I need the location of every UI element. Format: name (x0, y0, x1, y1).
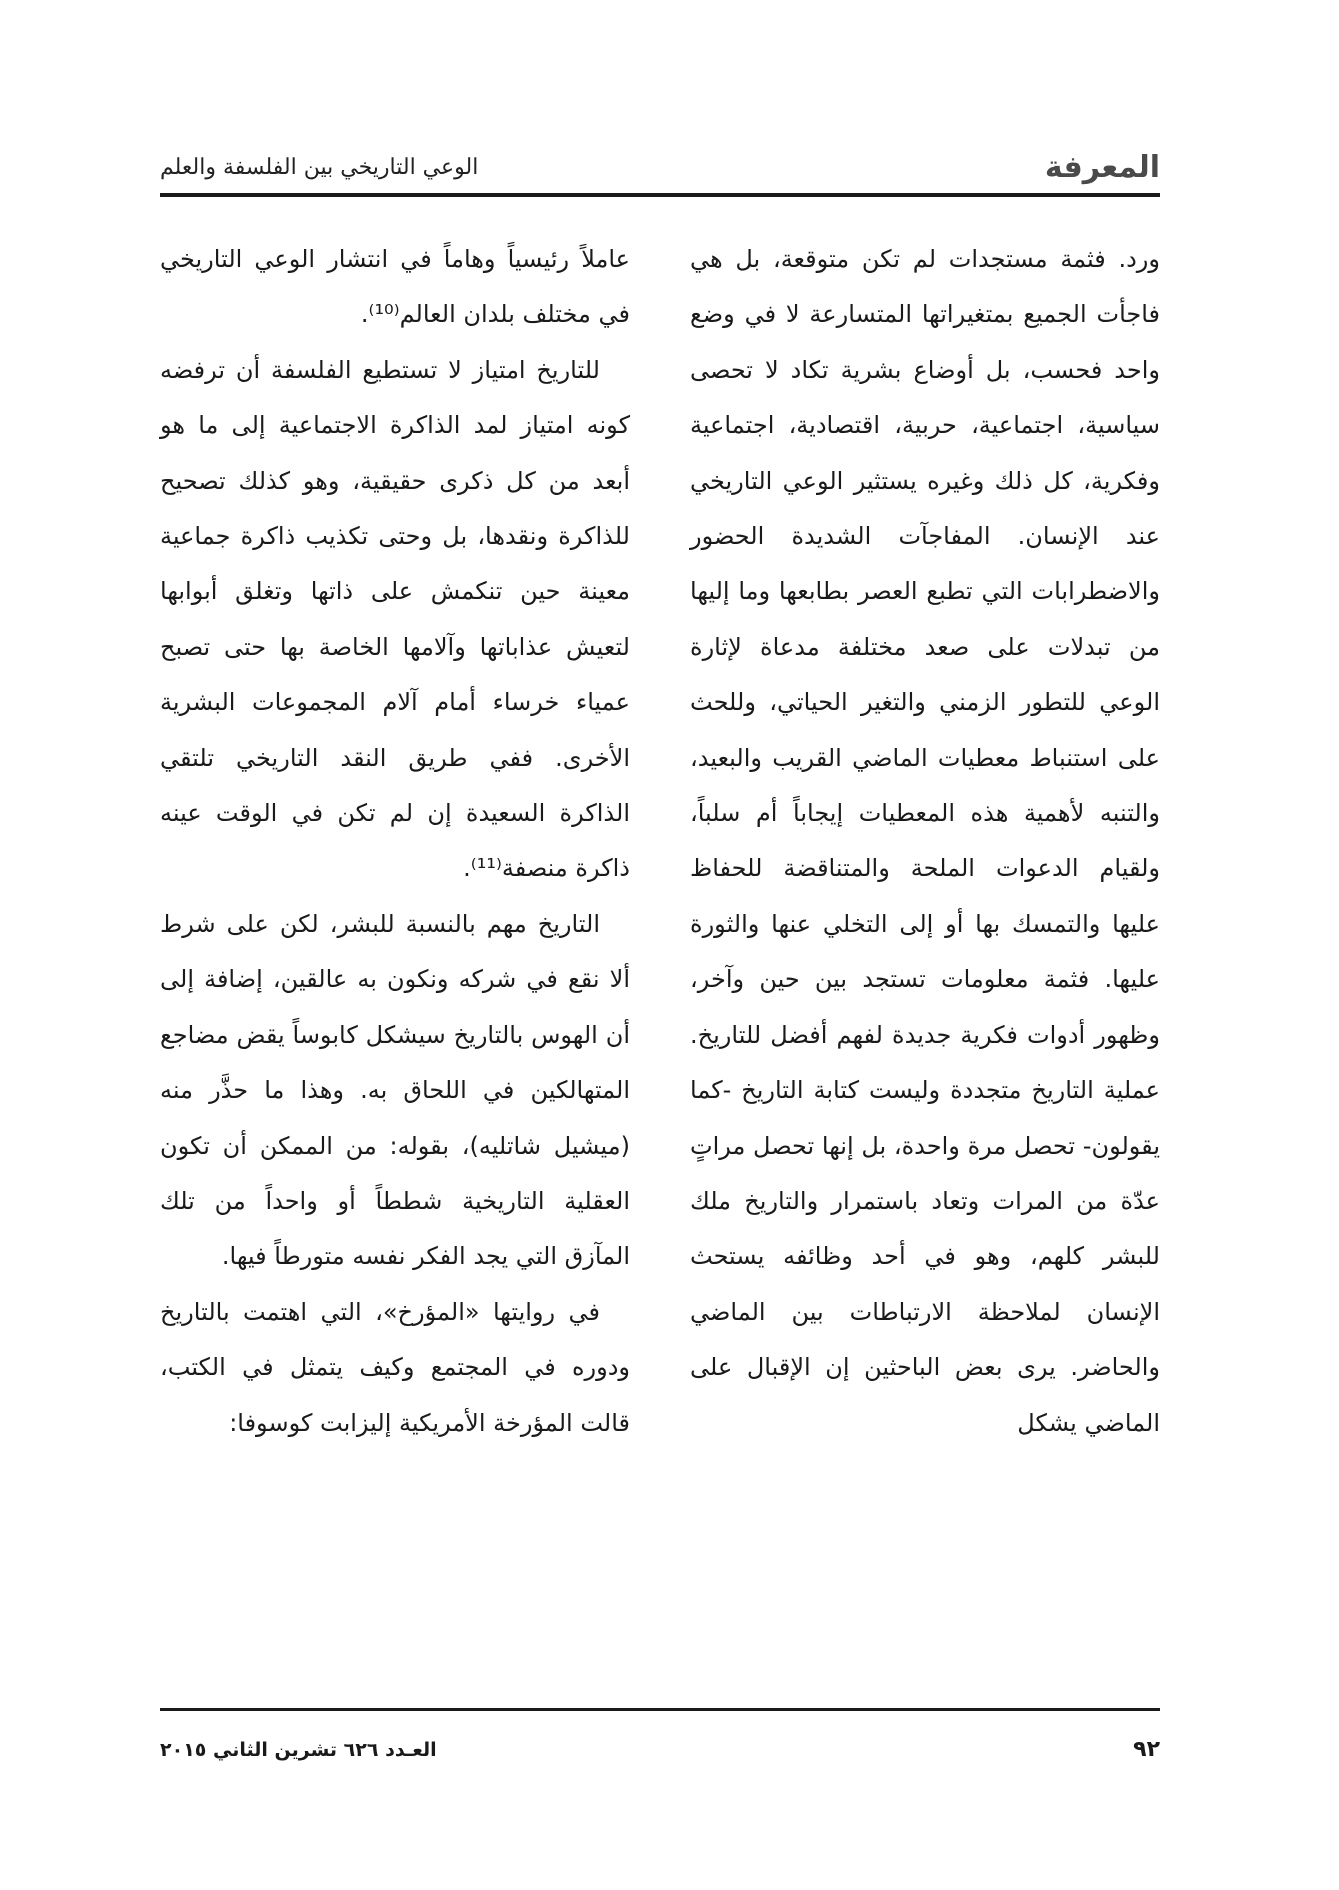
magazine-logo: المعرفة (1044, 150, 1160, 185)
paragraph: ورد. فثمة مستجدات لم تكن متوقعة، بل هي فاجأت الجميع بمتغيراتها المتسارعة لا في وضع واحد فحسب، بل أوضاع بشرية تكاد لا تحصى سياسية، اجتماعية، حربية، اقتصادية، اجتماعية وفكرية، كل ذلك وغيره يستثير الوعي التاريخي عند الإنسان. المفاجآت الشديدة الحضور والاضطرابات التي تطبع العصر بطابعها وما إليها من تبدلات على صعد مختلفة مدعاة لإثارة الوعي للتطور الزمني والتغير الحياتي، وللحث على استنباط معطيات الماضي القريب والبعيد، والتنبه لأهمية هذه المعطيات إيجاباً أم سلباً، ولقيام الدعوات الملحة والمتناقضة للحفاظ عليها والتمسك بها أو إلى التخلي عنها والثورة عليها. فثمة معلومات تستجد بين حين وآخر، وظهور أدوات فكرية جديدة لفهم أفضل للتاريخ. عملية التاريخ متجددة وليست كتابة التاريخ -كما يقولون- تحصل مرة واحدة، بل إنها تحصل مراتٍ عدّة من المرات وتعاد باستمرار والتاريخ ملك للبشر كلهم، وهو في أحد وظائفه يستحث الإنسان لملاحظة الارتباطات بين الماضي والحاضر. يرى بعض الباحثين إن الإقبال على الماضي يشكل (690, 245, 1160, 1437)
paragraph: التاريخ مهم بالنسبة للبشر، لكن على شرط ألا نقع في شركه ونكون به عالقين، إضافة إلى أن الهوس بالتاريخ سيشكل كابوساً يقض مضاجع المتهالكين في اللحاق به. وهذا ما حذَّر منه (ميشيل شاتليه)، بقوله: من الممكن أن تكون العقلية التاريخية شططاً أو واحداً من تلك المآزق التي يجد الفكر نفسه متورطاً فيها. (160, 909, 630, 1271)
header-rule (160, 193, 1160, 197)
paragraph: في روايتها «المؤرخ»، التي اهتمت بالتاريخ ودوره في المجتمع وكيف يتمثل في الكتب، قالت المؤرخة الأمريكية إليزابت كوسوفا: (160, 1297, 630, 1437)
footer-rule (160, 1708, 1160, 1711)
paragraph: للتاريخ امتياز لا تستطيع الفلسفة أن ترفضه كونه امتياز لمد الذاكرة الاجتماعية إلى ما هو أبعد من كل ذكرى حقيقية، وهو كذلك تصحيح للذاكرة ونقدها، بل وحتى تكذيب ذاكرة جماعية معينة حين تنكمش على ذاتها وتغلق أبوابها لتعيش عذاباتها وآلامها الخاصة بها حتى تصبح عمياء خرساء أمام آلام المجموعات البشرية الأخرى. ففي طريق النقد التاريخي تلتقي الذاكرة السعيدة إن لم تكن في الوقت عينه ذاكرة منصفة⁽¹¹⁾. (160, 355, 630, 883)
paragraph: عاملاً رئيسياً وهاماً في انتشار الوعي التاريخي في مختلف بلدان العالم⁽¹⁰⁾. (160, 245, 630, 329)
page-footer (160, 1730, 1160, 1770)
left-column (160, 232, 630, 1451)
right-column (690, 232, 1160, 1451)
page-number: ٩٢ (1133, 1737, 1160, 1762)
page-header (160, 148, 1160, 188)
running-title: الوعي التاريخي بين الفلسفة والعلم (160, 155, 479, 180)
issue-info: العـدد ٦٢٦ تشرين الثاني ٢٠١٥ (160, 1739, 437, 1761)
